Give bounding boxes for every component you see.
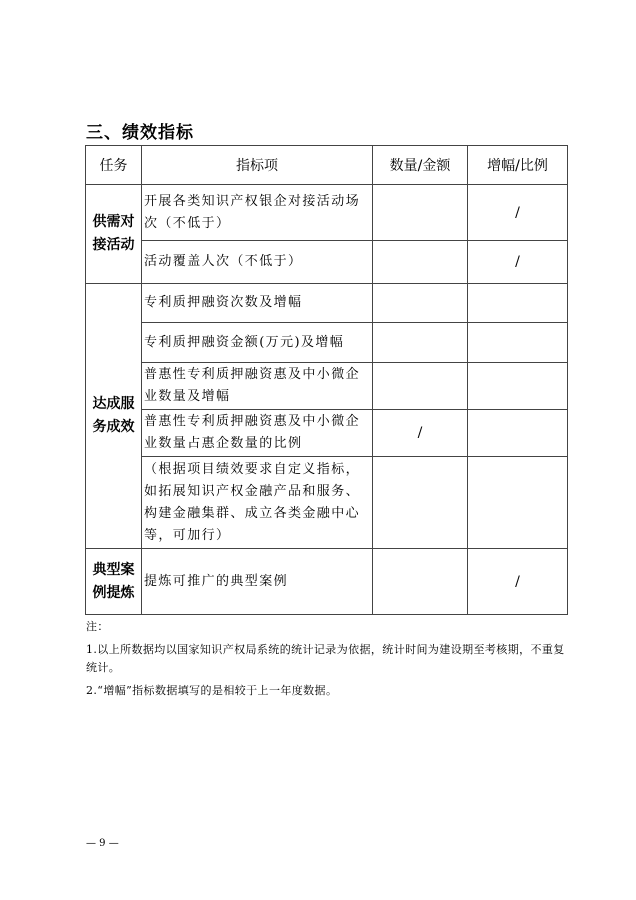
ratio-cell: /: [468, 185, 568, 241]
indicator-cell: 普惠性专利质押融资惠及中小微企业数量占惠企数量的比例: [142, 410, 373, 457]
note-item: 2.“增幅”指标数据填写的是相较于上一年度数据。: [86, 684, 338, 697]
notes-label: 注：: [86, 620, 109, 633]
indicator-cell: 专利质押融资金额(万元)及增幅: [142, 323, 373, 363]
category-cell: 典型案例提炼: [86, 549, 142, 615]
ratio-cell: [468, 284, 568, 323]
category-cell: 供需对接活动: [86, 185, 142, 284]
ratio-cell: [468, 457, 568, 549]
table-row: [86, 363, 568, 410]
performance-metrics-table: [85, 145, 568, 615]
indicator-cell: （根据项目绩效要求自定义指标，如拓展知识产权金融产品和服务、构建金融集群、成立各类金融中心等，可加行）: [142, 457, 373, 549]
quantity-cell: [373, 323, 468, 363]
ratio-cell: /: [468, 241, 568, 284]
ratio-cell: [468, 410, 568, 457]
header-indicator: 指标项: [142, 146, 373, 185]
table-row: [86, 549, 568, 615]
quantity-cell: [373, 284, 468, 323]
quantity-cell: [373, 241, 468, 284]
table-row: [86, 410, 568, 457]
indicator-cell: 普惠性专利质押融资惠及中小微企业数量及增幅: [142, 363, 373, 410]
header-ratio: 增幅/比例: [468, 146, 568, 185]
header-quantity: 数量/金额: [373, 146, 468, 185]
quantity-cell: [373, 457, 468, 549]
indicator-cell: 开展各类知识产权银企对接活动场次（不低于）: [142, 185, 373, 241]
indicator-cell: 专利质押融资次数及增幅: [142, 284, 373, 323]
table-row: [86, 241, 568, 284]
table-row: [86, 323, 568, 363]
notes-section: [86, 618, 570, 705]
quantity-cell: [373, 185, 468, 241]
table-row: [86, 185, 568, 241]
quantity-cell: [373, 363, 468, 410]
ratio-cell: [468, 363, 568, 410]
indicator-cell: 提炼可推广的典型案例: [142, 549, 373, 615]
ratio-cell: /: [468, 549, 568, 615]
table-header-row: [86, 146, 568, 185]
table-row: [86, 284, 568, 323]
header-task: 任务: [86, 146, 142, 185]
indicator-cell: 活动覆盖人次（不低于）: [142, 241, 373, 284]
ratio-cell: [468, 323, 568, 363]
page-number: — 9 —: [86, 838, 119, 849]
table-row: [86, 457, 568, 549]
category-cell: 达成服务成效: [86, 284, 142, 549]
quantity-cell: [373, 549, 468, 615]
note-item: 1.以上所数据均以国家知识产权局系统的统计记录为依据，统计时间为建设期至考核期，不重复统计。: [86, 643, 565, 674]
section-title: 三、绩效指标: [86, 123, 194, 143]
quantity-cell: /: [373, 410, 468, 457]
